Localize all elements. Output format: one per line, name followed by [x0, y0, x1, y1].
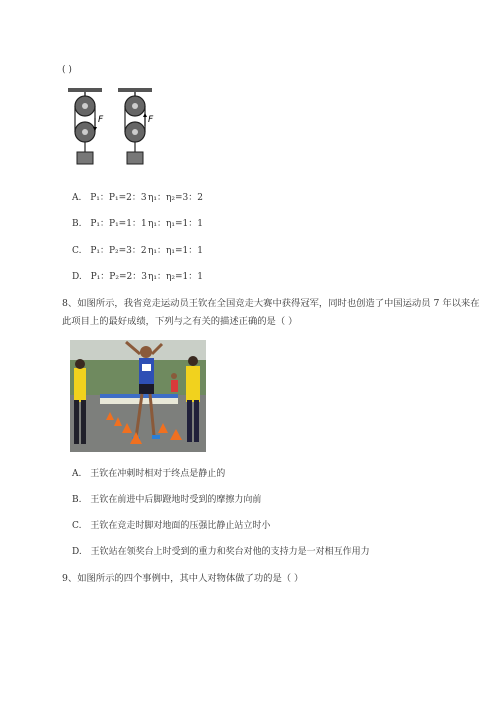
pulley-system-left	[68, 88, 104, 164]
pulley-diagram	[64, 86, 176, 180]
force-label-right: F	[148, 115, 154, 125]
q8-option-c[interactable]: C. 王钦在竞走时脚对地面的压强比静止站立时小	[72, 521, 271, 531]
q8-stem-line-1: 8、如图所示，我省竞走运动员王钦在全国竞走大赛中获得冠军，同时也创造了中国运动员 7 年以来在	[62, 298, 480, 309]
force-label-left: F	[98, 115, 104, 125]
pulley-system-right	[118, 88, 154, 164]
race-walker-photo	[70, 340, 206, 452]
q9-stem: 9、如图所示的四个事例中，其中人对物体做了功的是（ ）	[62, 573, 304, 584]
q7-option-b[interactable]: B. P₁：P₁=1：1 η₁：η₁=1：1	[72, 219, 203, 229]
q7-option-a[interactable]: A. P₁：P₁=2：3 η₁：η₂=3：2	[72, 193, 203, 203]
q7-option-c[interactable]: C. P₁：P₂=3：2 η₁：η₁=1：1	[72, 246, 203, 256]
q7-answer-blank: ( )	[62, 65, 72, 75]
q8-stem-line-2: 此项目上的最好成绩，下列与之有关的描述正确的是（ ）	[62, 316, 298, 327]
q8-option-a[interactable]: A. 王钦在冲刺时相对于终点是静止的	[72, 469, 226, 479]
q8-option-d[interactable]: D. 王钦站在领奖台上时受到的重力和奖台对他的支持力是一对相互作用力	[72, 547, 370, 557]
q7-option-d[interactable]: D. P₁：P₂=2：3 η₁：η₂=1：1	[72, 272, 203, 282]
q8-option-b[interactable]: B. 王钦在前进中后脚蹬地时受到的摩擦力向前	[72, 495, 262, 505]
